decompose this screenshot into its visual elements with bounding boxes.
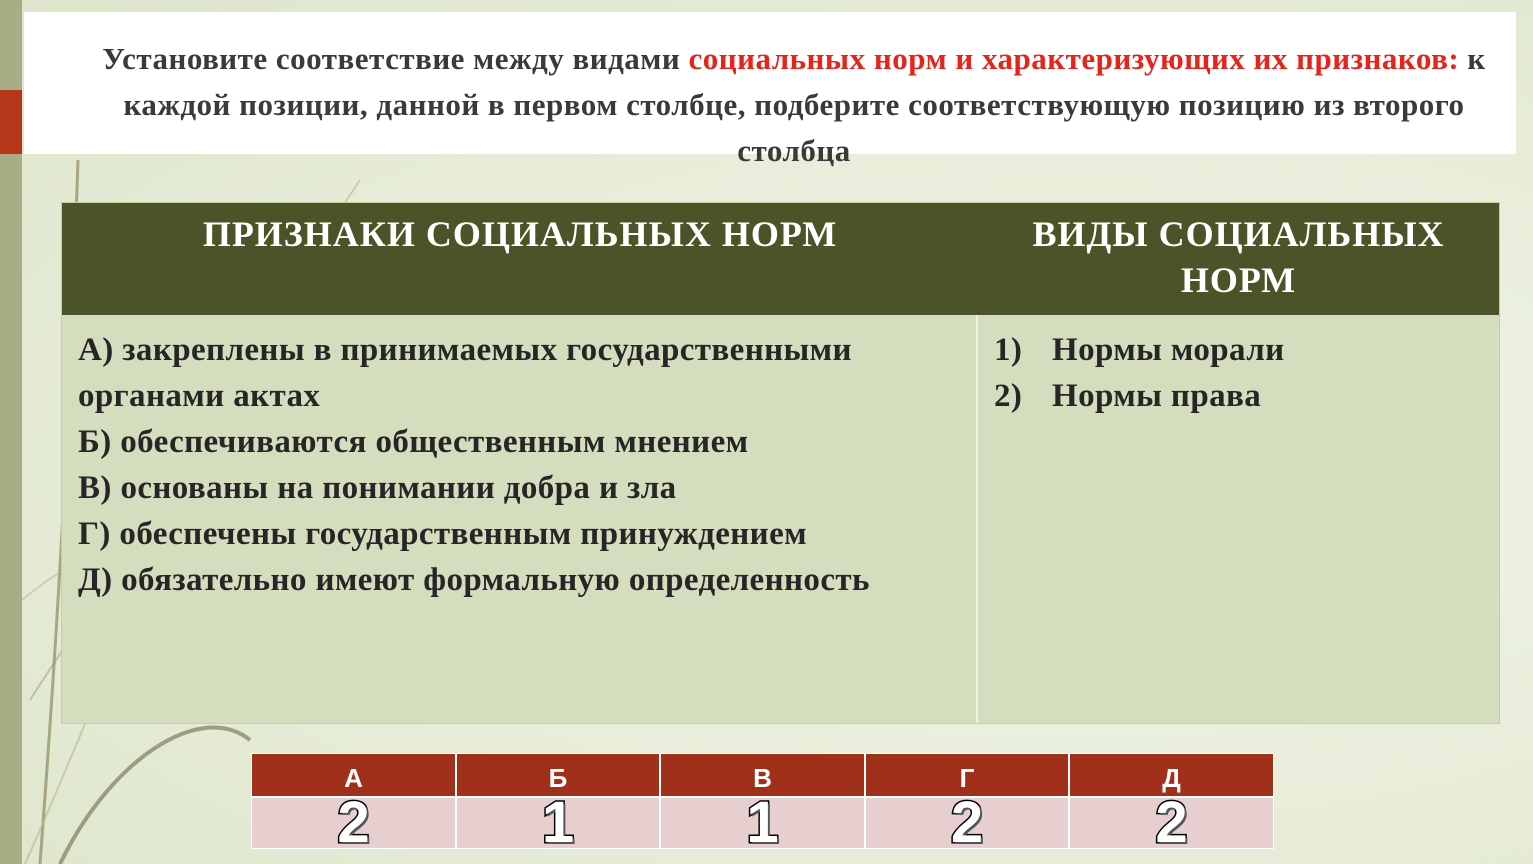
answer-cell-g bbox=[865, 790, 1069, 855]
answer-cell-b bbox=[456, 790, 660, 855]
feature-item-b: Б) обеспечиваются общественным мнением bbox=[78, 424, 749, 460]
answer-cell-v bbox=[660, 790, 865, 855]
feature-item-g: Г) обеспечены государственным принуждением bbox=[78, 516, 807, 552]
header-features: ПРИЗНАКИ СОЦИАЛЬНЫХ НОРМ bbox=[62, 203, 978, 315]
instruction-part-1: Установите соответствие между видами bbox=[102, 41, 689, 76]
answer-header-b: Б bbox=[456, 753, 660, 797]
type-label: Нормы морали bbox=[1052, 332, 1285, 368]
answer-header-g: Г bbox=[865, 753, 1069, 797]
type-label: Нормы права bbox=[1052, 378, 1262, 414]
header-types-text: ВИДЫ СОЦИАЛЬНЫХ НОРМ bbox=[1032, 214, 1445, 300]
answer-header-d: Д bbox=[1069, 753, 1274, 797]
feature-item-v: В) основаны на понимании добра и зла bbox=[78, 470, 677, 506]
answer-header-a: А bbox=[251, 753, 456, 797]
type-item-1 bbox=[994, 327, 1483, 373]
feature-item-a: А) закреплены в принимаемых государственными органами актах bbox=[78, 332, 852, 414]
header-types bbox=[978, 203, 1499, 315]
answer-value: 1 bbox=[746, 790, 779, 855]
type-item-2 bbox=[994, 373, 1483, 419]
answer-cell-d bbox=[1069, 790, 1274, 855]
feature-item-d: Д) обязательно имеют формальную определенность bbox=[78, 562, 870, 598]
title-panel bbox=[24, 12, 1516, 168]
answer-value: 1 bbox=[541, 790, 575, 855]
type-number: 1) bbox=[994, 332, 1023, 368]
matching-table bbox=[61, 202, 1500, 724]
answer-cell-a bbox=[251, 790, 456, 855]
answer-value: 2 bbox=[1155, 790, 1188, 855]
answer-value: 2 bbox=[337, 790, 370, 855]
type-number: 2) bbox=[994, 378, 1023, 414]
task-instruction bbox=[64, 36, 1524, 174]
types-cell bbox=[978, 315, 1499, 723]
answer-value: 2 bbox=[950, 790, 984, 855]
instruction-part-3: к каждой позиции, данной в первом столбце, подберите соответствующую позицию из второго столбца bbox=[123, 41, 1486, 168]
answer-table bbox=[251, 753, 1274, 855]
instruction-highlight: социальных норм и характеризующих их признаков: bbox=[688, 41, 1460, 76]
answer-header-v: В bbox=[660, 753, 865, 797]
features-cell bbox=[62, 315, 978, 723]
